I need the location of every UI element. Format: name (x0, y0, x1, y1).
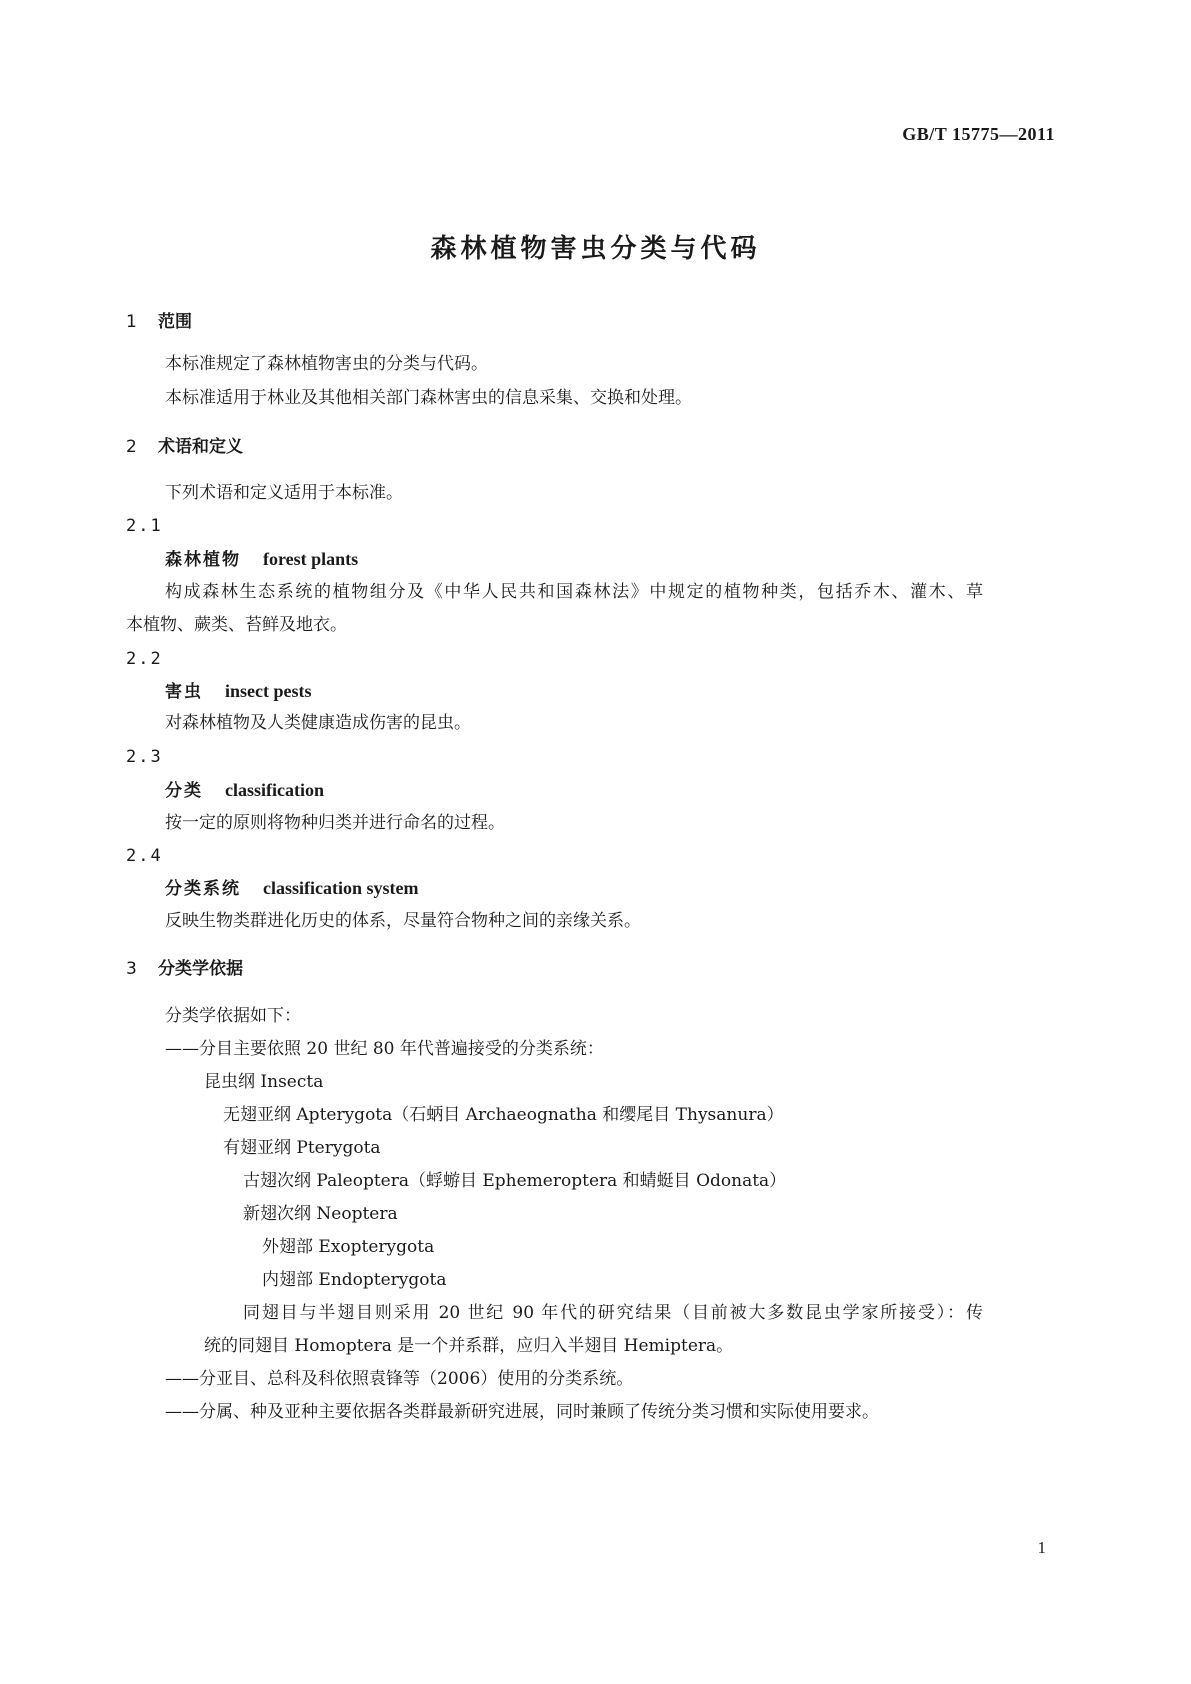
homoptera-note: 同翅目与半翅目则采用 20 世纪 90 年代的研究结果（目前被大多数昆虫学家所接受）：传 (243, 1303, 983, 1323)
subsection-number: 2.1 (126, 516, 163, 536)
subsection-number: 2.4 (126, 846, 163, 866)
term-definition: 构成森林生态系统的植物组分及《中华人民共和国森林法》中规定的植物种类，包括乔木、灌木、草 (165, 582, 983, 602)
subsection-number: 2.3 (126, 747, 163, 767)
term-chinese: 分类 (165, 781, 203, 801)
term-chinese: 森林植物 (165, 550, 241, 570)
term-english: insect pests (225, 681, 312, 701)
subsection-number: 2.2 (126, 649, 163, 669)
section-3-intro: 分类学依据如下： (165, 1006, 301, 1026)
section-number: 2 (126, 437, 137, 457)
section-title: 分类学依据 (158, 959, 243, 979)
list-item: ——分目主要依照 20 世纪 80 年代普遍接受的分类系统： (165, 1039, 604, 1059)
term-definition: 对森林植物及人类健康造成伤害的昆虫。 (165, 713, 471, 733)
section-2-heading (126, 436, 243, 458)
document-title: 森林植物害虫分类与代码 (430, 234, 761, 264)
taxonomy-subclass: 有翅亚纲 Pterygota (223, 1138, 381, 1158)
section-2-intro: 下列术语和定义适用于本标准。 (165, 483, 403, 503)
list-item: ——分亚目、总科及科依照袁锋等（2006）使用的分类系统。 (165, 1369, 634, 1389)
taxonomy-division: 内翅部 Endopterygota (262, 1270, 447, 1290)
term-entry (165, 548, 358, 571)
taxonomy-infraclass: 古翅次纲 Paleoptera（蜉蝣目 Ephemeroptera 和蜻蜓目 Odonata） (243, 1171, 787, 1191)
term-chinese: 分类系统 (165, 879, 241, 899)
term-entry (165, 877, 418, 900)
section-title: 术语和定义 (158, 437, 243, 457)
term-english: classification (225, 780, 324, 800)
section-number: 3 (126, 959, 137, 979)
term-chinese: 害虫 (165, 682, 203, 702)
taxonomy-infraclass: 新翅次纲 Neoptera (243, 1204, 398, 1224)
section-1-paragraph: 本标准适用于林业及其他相关部门森林害虫的信息采集、交换和处理。 (165, 388, 692, 408)
page-number: 1 (1037, 1538, 1046, 1557)
term-entry (165, 680, 312, 703)
taxonomy-division: 外翅部 Exopterygota (262, 1237, 435, 1257)
section-3-heading (126, 958, 243, 980)
term-english: classification system (263, 878, 419, 898)
term-definition: 按一定的原则将物种归类并进行命名的过程。 (165, 813, 505, 833)
standard-code: GB/T 15775—2011 (902, 124, 1055, 144)
term-english: forest plants (263, 549, 359, 569)
homoptera-note-continued: 统的同翅目 Homoptera 是一个并系群，应归入半翅目 Hemiptera。 (204, 1336, 734, 1356)
term-definition-continued: 本植物、蕨类、苔鲜及地衣。 (126, 615, 347, 635)
section-number: 1 (126, 312, 137, 332)
section-title: 范围 (158, 312, 192, 332)
term-entry (165, 779, 324, 802)
taxonomy-subclass: 无翅亚纲 Apterygota（石蛃目 Archaeognatha 和缨尾目 Thysanura） (223, 1105, 784, 1125)
section-1-heading (126, 311, 192, 333)
taxonomy-class: 昆虫纲 Insecta (204, 1072, 324, 1092)
term-definition: 反映生物类群进化历史的体系，尽量符合物种之间的亲缘关系。 (165, 911, 641, 931)
section-1-paragraph: 本标准规定了森林植物害虫的分类与代码。 (165, 354, 488, 374)
list-item: ——分属、种及亚种主要依据各类群最新研究进展，同时兼顾了传统分类习惯和实际使用要求。 (165, 1402, 879, 1422)
